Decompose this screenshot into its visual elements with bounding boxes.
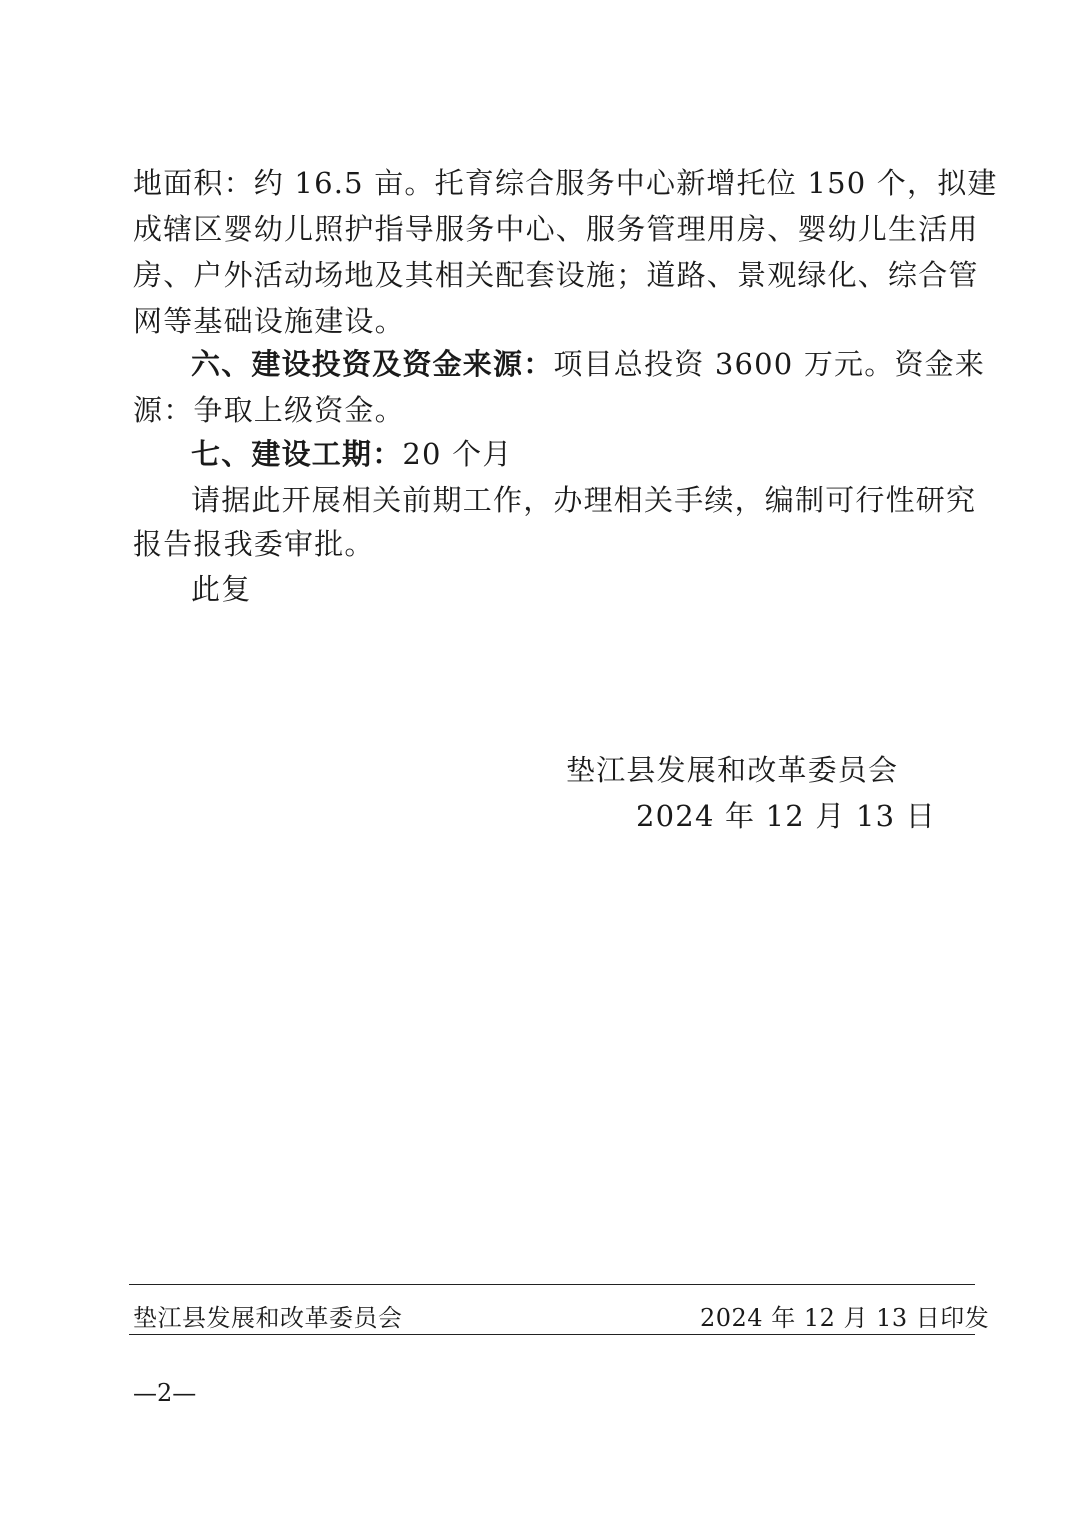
body-line: 地面积：约 16.5 亩。托育综合服务中心新增托位 150 个，拟建 bbox=[133, 166, 998, 200]
body-line: 请据此开展相关前期工作，办理相关手续，编制可行性研究 bbox=[191, 483, 977, 517]
section-heading: 七、建设工期： bbox=[191, 437, 403, 471]
body-line: 网等基础设施建设。 bbox=[133, 304, 405, 338]
footer-top-rule bbox=[129, 1284, 975, 1285]
signature-org: 垫江县发展和改革委员会 bbox=[566, 753, 899, 787]
closing-text: 此复 bbox=[191, 572, 252, 606]
body-line: 报告报我委审批。 bbox=[133, 527, 375, 561]
body-line: 房、户外活动场地及其相关配套设施；道路、景观绿化、综合管 bbox=[133, 258, 979, 292]
footer-org: 垫江县发展和改革委员会 bbox=[133, 1304, 403, 1332]
page-number: —2— bbox=[133, 1379, 197, 1407]
footer-bottom-rule bbox=[129, 1334, 975, 1335]
section-period bbox=[191, 431, 513, 477]
footer-date: 2024 年 12 月 13 日印发 bbox=[700, 1304, 990, 1332]
signature-date: 2024 年 12 月 13 日 bbox=[636, 799, 936, 833]
section-text: 项目总投资 3600 万元。资金来 bbox=[553, 347, 986, 381]
section-investment bbox=[191, 341, 985, 387]
section-text: 20 个月 bbox=[402, 437, 513, 471]
body-line: 源：争取上级资金。 bbox=[133, 393, 405, 427]
section-heading: 六、建设投资及资金来源： bbox=[191, 347, 554, 381]
body-line: 成辖区婴幼儿照护指导服务中心、服务管理用房、婴幼儿生活用 bbox=[133, 212, 979, 246]
